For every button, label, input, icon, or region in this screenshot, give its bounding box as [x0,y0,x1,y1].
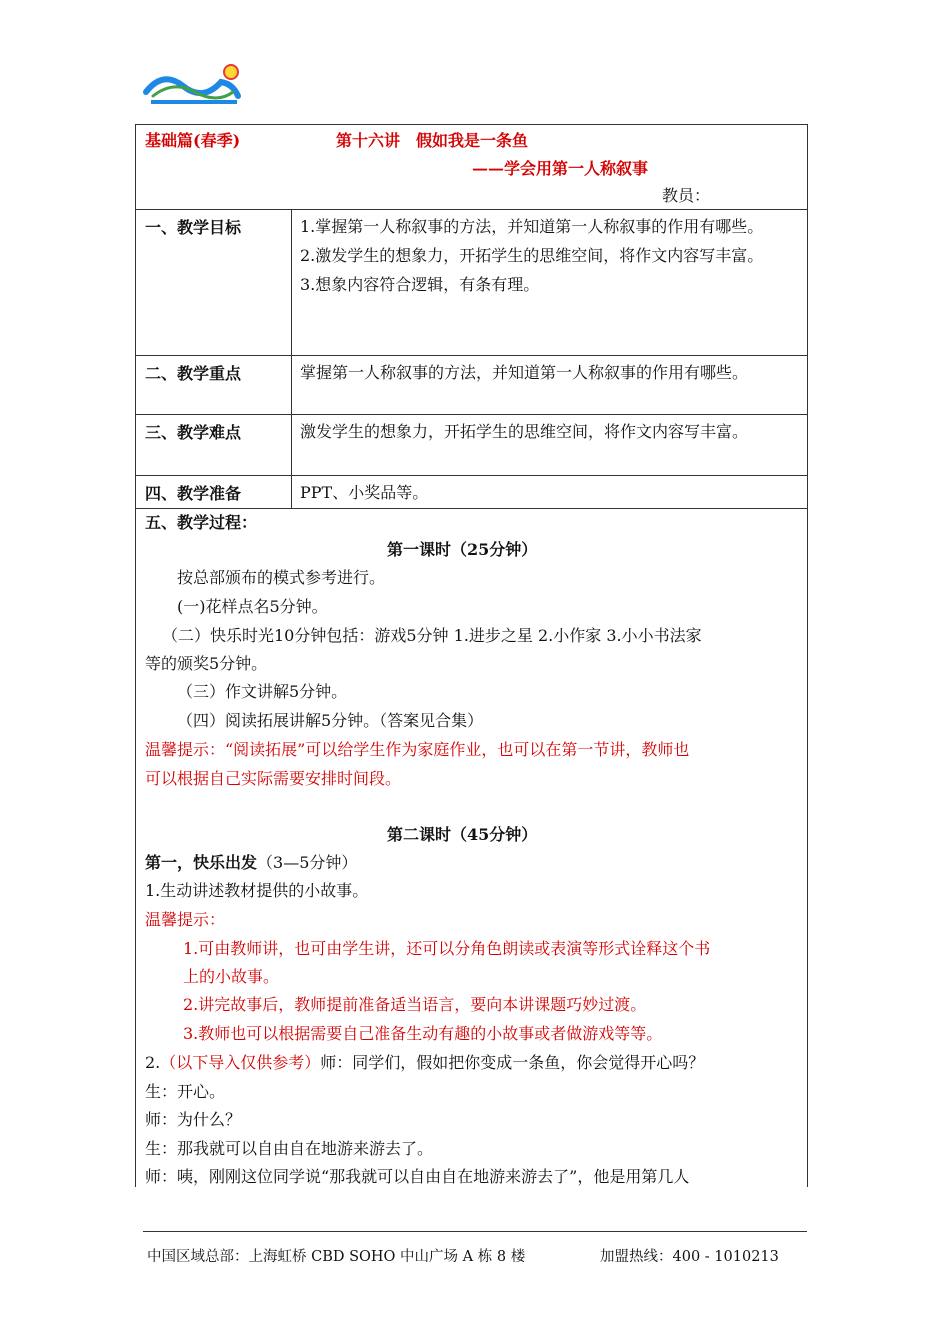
paragraph: 等的颁奖5分钟。 [145,654,268,673]
tip-text: 3.教师也可以根据需要自己准备生动有趣的小故事或者做游戏等等。 [183,1024,663,1043]
row-content: 激发学生的想象力，开拓学生的思维空间，将作文内容写丰富。 [300,422,749,441]
row-difficulties [136,414,807,476]
lesson2-title: 第二课时（45分钟） [387,825,538,844]
lesson1-title: 第一课时（25分钟） [387,540,538,559]
row-content: 1.掌握第一人称叙事的方法，并知道第一人称叙事的作用有哪些。 2.激发学生的想象力，开拓学生的思维空间，将作文内容写丰富。 3.想象内容符合逻辑，有条有理。 [300,217,764,294]
row-content: PPT、小奖品等。 [300,483,429,502]
paragraph: （四）阅读拓展讲解5分钟。（答案见合集） [177,711,484,730]
row-label: 四、教学准备 [145,484,242,503]
footer-address: 中国区域总部：上海虹桥 CBD SOHO 中山广场 A 栋 8 楼 [147,1249,526,1265]
row-label: 一、教学目标 [145,218,242,237]
tip-label: 温馨提示： [145,910,226,929]
tip-text: 2.讲完故事后，教师提前准备适当语言，要向本讲课题巧妙过渡。 [183,995,647,1014]
row-label: 二、教学重点 [145,364,242,383]
lesson-plan-table [135,124,808,1187]
dialogue-line: 师：咦，刚刚这位同学说“那我就可以自由自在地游来游去了”，他是用第几人 [145,1167,690,1186]
paragraph: (一)花样点名5分钟。 [177,597,328,616]
footer [147,1245,779,1266]
tip-text: 可以根据自己实际需要安排时间段。 [145,769,402,788]
footer-divider [143,1231,807,1232]
row-key-points [136,355,807,415]
process-heading: 五、教学过程： [145,513,258,532]
dialogue-line: 生：开心。 [145,1082,226,1101]
tip-text: 上的小故事。 [183,967,280,986]
lesson-subtitle: ——学会用第一人称叙事 [472,159,649,178]
happy-rubik-logo [143,62,243,108]
paragraph: （二）快乐时光10分钟包括：游戏5分钟 1.进步之星 2.小作家 3.小小书法家 [162,626,702,645]
series-label: 基础篇(春季) [145,131,241,150]
tip-text: 1.可由教师讲，也可由学生讲，还可以分角色朗读或表演等形式诠释这个书 [183,939,711,958]
logo-swirl [146,79,238,96]
row-content: 掌握第一人称叙事的方法，并知道第一人称叙事的作用有哪些。 [300,363,749,382]
row-label: 三、教学难点 [145,423,242,442]
footer-hotline: 加盟热线：400 - 1010213 [600,1249,779,1265]
row-process [136,508,807,1187]
row-preparation [136,475,807,509]
lesson-title: 第十六讲 假如我是一条鱼 [336,131,529,150]
paragraph: 1.生动讲述教材提供的小故事。 [145,881,369,900]
dialogue-line: 生：那我就可以自由自在地游来游去了。 [145,1139,434,1158]
paragraph: （三）作文讲解5分钟。 [177,682,348,701]
dialogue-intro: 2.（以下导入仅供参考）师：同学们，假如把你变成一条鱼，你会觉得开心吗？ [145,1053,705,1072]
row-teaching-goals [136,209,807,356]
tip-text: 温馨提示：“阅读拓展”可以给学生作为家庭作业，也可以在第一节讲，教师也 [145,740,690,759]
paragraph: 按总部颁布的模式参考进行。 [177,568,386,587]
teacher-label: 教员： [662,186,711,205]
cube-icon [224,65,238,79]
dialogue-line: 师：为什么？ [145,1110,242,1129]
section-heading: 第一，快乐出发（3—5分钟） [145,853,358,872]
